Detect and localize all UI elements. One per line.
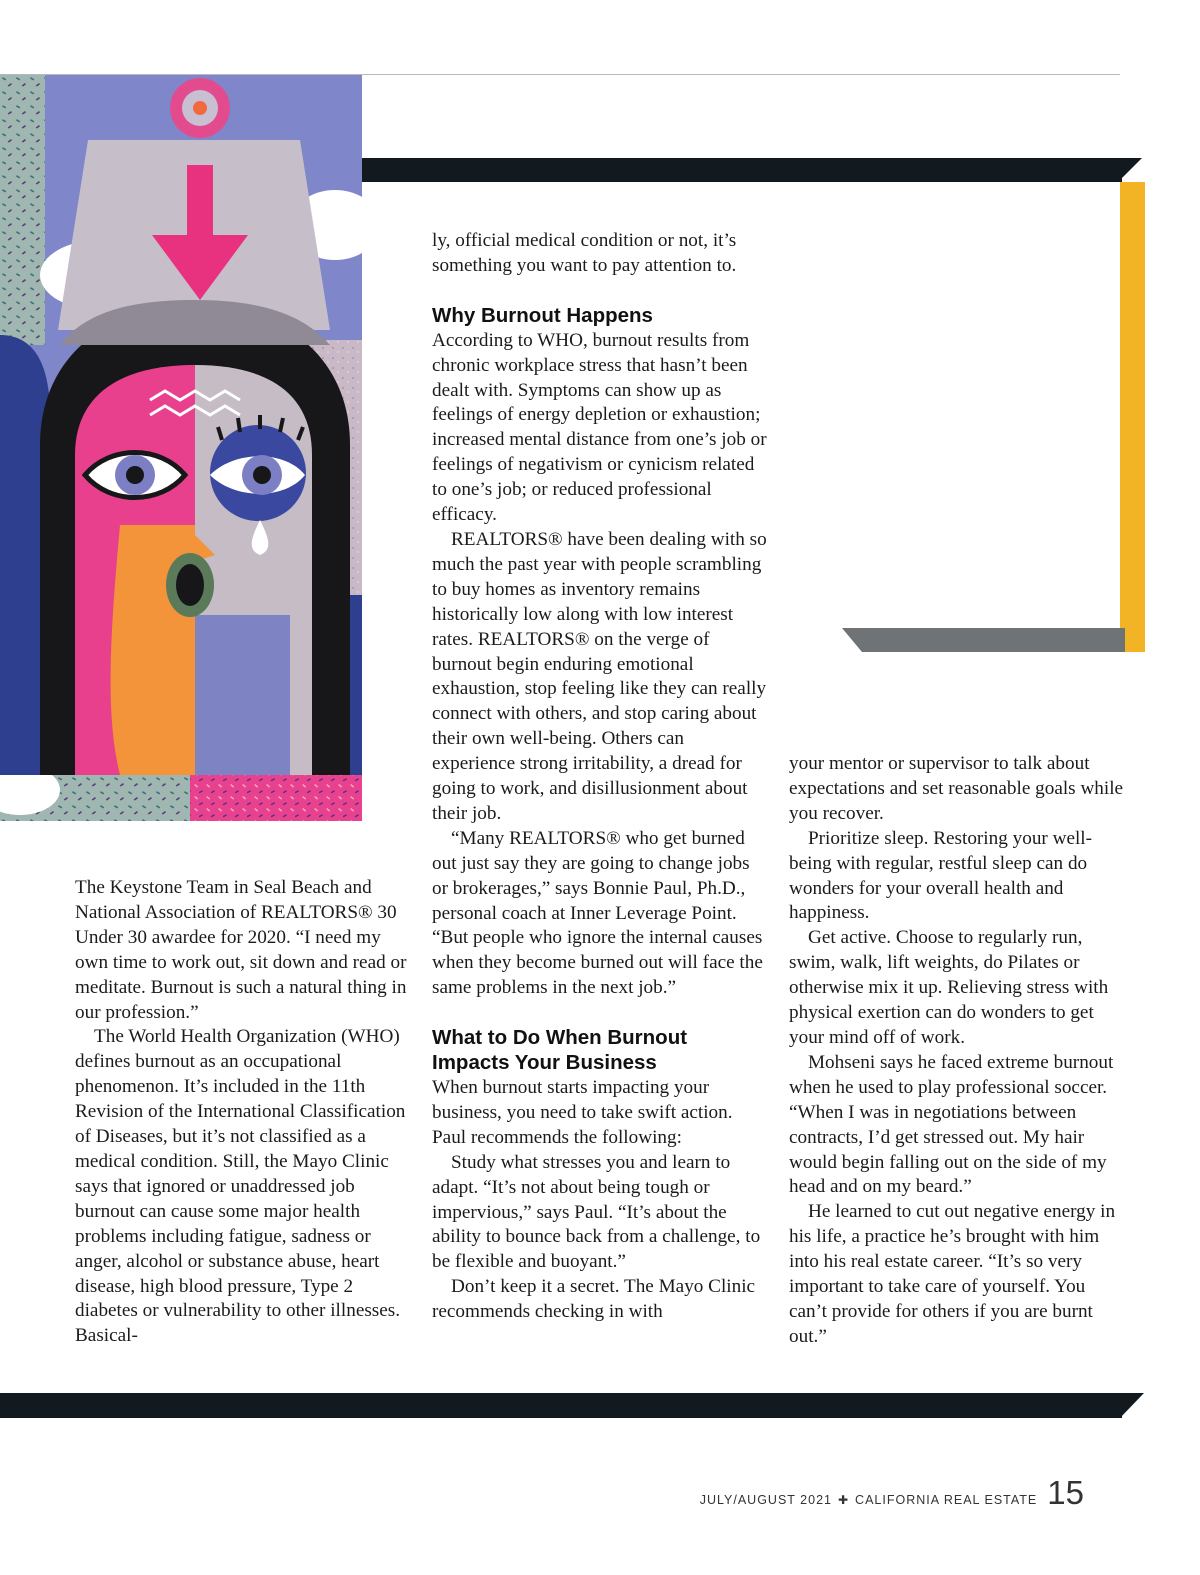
bottom-dark-bar-tip bbox=[1120, 1393, 1144, 1418]
burnout-woman-illustration-icon bbox=[0, 75, 362, 821]
paragraph: Get active. Choose to regularly run, swim, walk, lift weights, do Pilates or otherwise mix it up. Relieving stress with physical exertion can do wonders to get your mind off of work. bbox=[789, 927, 1109, 1048]
publication-name: CALIFORNIA REAL ESTATE bbox=[855, 1493, 1038, 1507]
paragraph: The Keystone Team in Seal Beach and National Association of REALTORS® 30 Under 30 awardee for 2020. “I need my own time to work out, sit down and read or meditate. Burnout is such a natural thing in our profession.” bbox=[75, 877, 407, 1023]
paragraph: ly, official medical condition or not, it’s something you want to pay attention to. bbox=[432, 230, 737, 276]
gray-accent-bar-tip bbox=[842, 628, 862, 652]
top-dark-bar bbox=[362, 158, 1122, 182]
article-column-3 bbox=[789, 752, 1124, 1350]
paragraph: your mentor or supervisor to talk about expectations and set reasonable goals while you recover. bbox=[789, 753, 1124, 824]
paragraph: Mohseni says he faced extreme burnout when he used to play professional soccer. “When I was in negotiations between contracts, I’d get stressed out. My hair would begin falling out on the side of my head and on my beard.” bbox=[789, 1051, 1114, 1198]
paragraph: Don’t keep it a secret. The Mayo Clinic recommends checking in with bbox=[432, 1276, 756, 1323]
paragraph: REALTORS® have been dealing with so much the past year with people scrambling to buy homes as inventory remains historically low along with low interest rates. REALTORS® on the verge of burnout begin enduring emotional exhaustion, stop feeling like they can really connect with others, and stop caring about their own well-being. Others can experience strong irritability, a dread for going to work, and disillusionment about their job. bbox=[432, 528, 767, 824]
paragraph: According to WHO, burnout results from chronic workplace stress that hasn’t been dealt with. Symptoms can show up as feelings of energy depletion or exhaustion; increased mental distance from one’s job or feelings of negativism or cynicism related to one’s job; or reduced professional efficacy. bbox=[432, 329, 767, 526]
gray-accent-bar bbox=[862, 628, 1125, 652]
section-heading: What to Do When Burnout Impacts Your Business bbox=[432, 1026, 688, 1075]
bottom-dark-bar bbox=[0, 1393, 1122, 1418]
article-column-2 bbox=[432, 229, 767, 1325]
issue-date: JULY/AUGUST 2021 bbox=[699, 1493, 832, 1507]
section-heading: Why Burnout Happens bbox=[432, 303, 653, 327]
paragraph: He learned to cut out negative energy in his life, a practice he’s brought with him into his real estate career. “It’s so very important to take care of yourself. You can’t provide for others if you are burnt out.” bbox=[789, 1201, 1116, 1347]
article-column-1 bbox=[75, 876, 410, 1349]
paragraph: “Many REALTORS® who get burned out just say they are going to change jobs or brokerages,” says Bonnie Paul, Ph.D., personal coach at Inner Leverage Point. “But people who ignore the internal causes when they become burned out will face the same problems in the next job.” bbox=[432, 827, 763, 999]
paragraph: Prioritize sleep. Restoring your well-being with regular, restful sleep can do wonders for your overall health and happiness. bbox=[789, 827, 1093, 924]
paragraph: Study what stresses you and learn to adapt. “It’s not about being tough or impervious,” says Paul. “It’s about the ability to bounce back from a challenge, to be flexible and buoyant.” bbox=[432, 1151, 761, 1273]
page-number: 15 bbox=[1047, 1474, 1084, 1511]
paragraph: The World Health Organization (WHO) defines burnout as an occupational phenomenon. It’s included in the 11th Revision of the International Classification of Diseases, but it’s not classified as a medical condition. Still, the Mayo Clinic says that ignored or unaddressed job burnout can cause some major health problems including fatigue, sadness or anger, alcohol or substance abuse, heart disease, high blood pressure, Type 2 diabetes or vulnerability to other illnesses. Basical- bbox=[75, 1026, 406, 1347]
plus-separator-icon: ✚ bbox=[837, 1493, 850, 1507]
page-footer bbox=[700, 1474, 1084, 1512]
top-dark-bar-tip bbox=[1118, 158, 1142, 182]
paragraph: When burnout starts impacting your business, you need to take swift action. Paul recommends the following: bbox=[432, 1077, 733, 1148]
yellow-side-bar bbox=[1120, 182, 1145, 652]
